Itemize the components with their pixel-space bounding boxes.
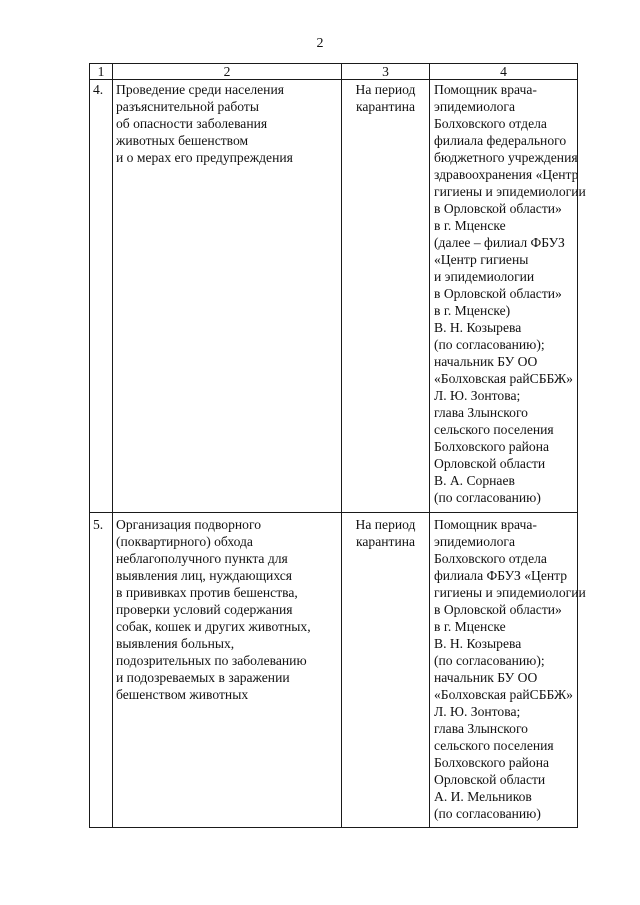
text-line: животных бешенством — [116, 133, 249, 148]
table-header-row — [90, 64, 578, 80]
row-number: 4. — [90, 80, 113, 513]
text-line: На период — [355, 82, 416, 97]
text-line: филиала федерального — [434, 133, 567, 148]
text-line: глава Злынского — [434, 405, 528, 420]
text-line: «Центр гигиены — [434, 252, 529, 267]
text-line: выявления лиц, нуждающихся — [116, 568, 293, 583]
text-line: Орловской области — [434, 772, 546, 787]
text-line: Л. Ю. Зонтова; — [434, 704, 521, 719]
text-line: сельского поселения — [434, 738, 554, 753]
text-line: в Орловской области» — [434, 201, 562, 216]
text-line: здравоохранения «Центр — [434, 167, 579, 182]
text-line: в прививках против бешенства, — [116, 585, 298, 600]
text-line: (по согласованию); — [434, 653, 545, 668]
table-row — [90, 513, 578, 828]
text-line: карантина — [355, 99, 416, 114]
text-line: об опасности заболевания — [116, 116, 268, 131]
text-line: гигиены и эпидемиологии — [434, 585, 586, 600]
text-line: выявления больных, — [116, 636, 235, 651]
text-line: (по согласованию) — [434, 806, 541, 821]
text-line: в Орловской области» — [434, 286, 562, 301]
text-line: Болховского отдела — [434, 551, 547, 566]
text-line: сельского поселения — [434, 422, 554, 437]
text-line: В. А. Сорнаев — [434, 473, 515, 488]
text-line: гигиены и эпидемиологии — [434, 184, 586, 199]
text-line: Организация подворного — [116, 517, 261, 532]
header-cell-period: 3 — [342, 64, 430, 80]
text-line: Болховского района — [434, 439, 550, 454]
text-line: А. И. Мельников — [434, 789, 532, 804]
text-line: карантина — [355, 534, 416, 549]
header-cell-number: 1 — [90, 64, 113, 80]
text-line: подозрительных по заболеванию — [116, 653, 307, 668]
text-line: (по согласованию); — [434, 337, 545, 352]
text-line: начальник БУ ОО — [434, 354, 538, 369]
text-line: начальник БУ ОО — [434, 670, 538, 685]
text-line: (далее – филиал ФБУЗ — [434, 235, 565, 250]
text-line: (по согласованию) — [434, 490, 541, 505]
action-cell — [113, 513, 342, 828]
text-line: собак, кошек и других животных, — [116, 619, 311, 634]
text-line: и о мерах его предупреждения — [116, 150, 293, 165]
text-line: разъяснительной работы — [116, 99, 259, 114]
responsible-cell — [430, 513, 586, 828]
table-row — [90, 80, 578, 513]
responsible-cell — [430, 80, 586, 513]
page-number: 2 — [316, 36, 324, 51]
text-line: «Болховская райСББЖ» — [434, 687, 573, 702]
text-line: глава Злынского — [434, 721, 528, 736]
text-line: Орловской области — [434, 456, 546, 471]
text-line: и подозреваемых в заражении — [116, 670, 290, 685]
text-line: Помощник врача- — [434, 517, 537, 532]
period-cell — [342, 513, 430, 828]
text-line: В. Н. Козырева — [434, 636, 522, 651]
text-line: филиала ФБУЗ «Центр — [434, 568, 568, 583]
text-line: (поквартирного) обхода — [116, 534, 253, 549]
text-line: Л. Ю. Зонтова; — [434, 388, 521, 403]
text-line: бешенством животных — [116, 687, 249, 702]
action-cell — [113, 80, 342, 513]
text-line: и эпидемиологии — [434, 269, 535, 284]
text-line: «Болховская райСББЖ» — [434, 371, 573, 386]
measures-table — [89, 63, 586, 828]
text-line: бюджетного учреждения — [434, 150, 578, 165]
text-line: Проведение среди населения — [116, 82, 284, 97]
period-cell — [342, 80, 430, 513]
text-line: в г. Мценске — [434, 619, 506, 634]
text-line: Болховского отдела — [434, 116, 547, 131]
text-line: в г. Мценске — [434, 218, 506, 233]
text-line: В. Н. Козырева — [434, 320, 522, 335]
text-line: Болховского района — [434, 755, 550, 770]
text-line: проверки условий содержания — [116, 602, 293, 617]
header-cell-responsible: 4 — [430, 64, 578, 80]
text-line: эпидемиолога — [434, 534, 516, 549]
row-number: 5. — [90, 513, 113, 828]
header-cell-action: 2 — [113, 64, 342, 80]
text-line: Помощник врача- — [434, 82, 537, 97]
text-line: эпидемиолога — [434, 99, 516, 114]
text-line: На период — [355, 517, 416, 532]
text-line: в г. Мценске) — [434, 303, 511, 318]
text-line: неблагополучного пункта для — [116, 551, 288, 566]
text-line: в Орловской области» — [434, 602, 562, 617]
